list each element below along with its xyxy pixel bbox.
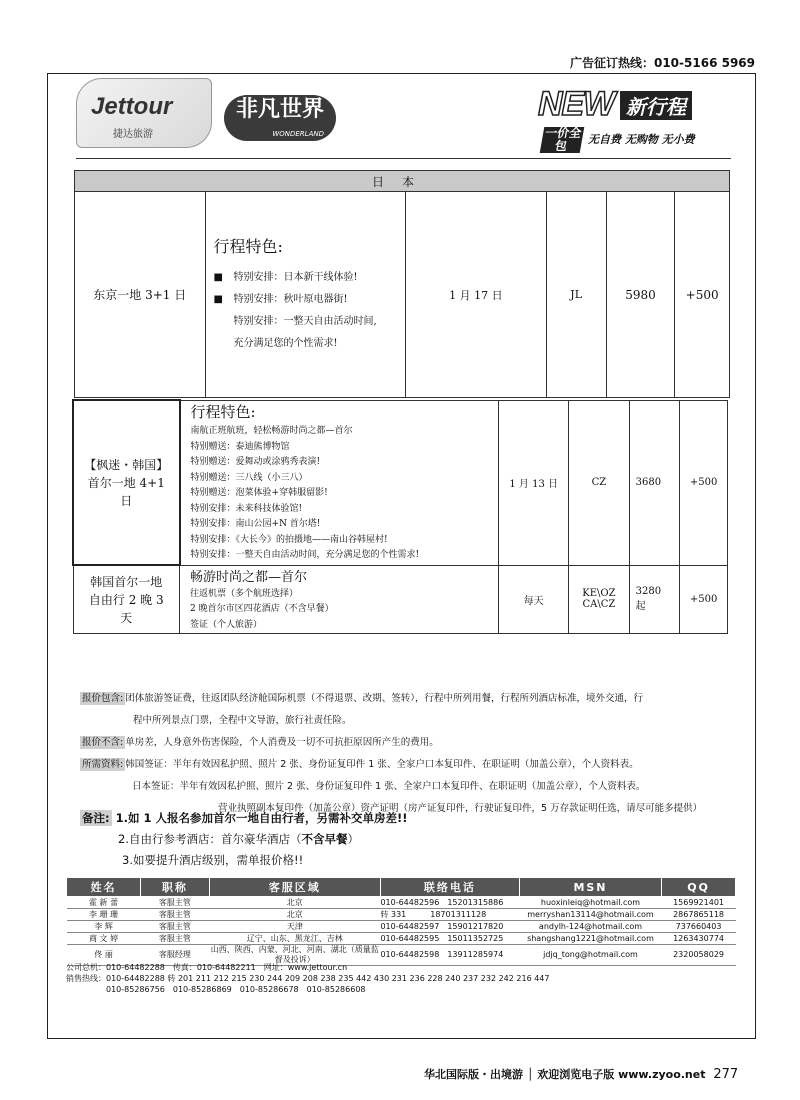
japan-airline: JL [546,192,606,398]
table-row: 李 辉 客服主管 天津 010-64482597 15901217820 andylh-124@hotmail.com 737660403 [67,921,736,933]
korea-free-features: 畅游时尚之都—首尔 往返机票（多个航班选择） 2 晚首尔市区四花酒店（不含早餐） 签证（个人旅游） [180,565,499,634]
japan-features: 行程特色: ■ 特别安排：日本新干线体验! ■ 特别安排：秋叶原电器街! 特别安排：一整天自由活动时间, 充分满足您的个性需求! [205,192,406,398]
include-text: 团体旅游签证费，往返团队经济舱国际机票（不得退票、改期、签转），行程中所列用餐，行程所列酒店标准，境外交通，行 [125,693,643,704]
korea-free-tour-name: 韩国首尔一地 自由行 2 晚 3 天 [73,565,180,634]
japan-price: 5980 [606,192,674,398]
japan-header: 日本 [75,171,730,192]
wonderland-logo: 非凡世界 WONDERLAND [224,95,336,141]
page-footer [424,1066,738,1082]
korea-airline: CZ [569,400,630,565]
new-itinerary-badge: NEW 新行程 一价全包 无自费 无购物 无小费 [538,85,695,153]
korea-free-date: 每天 [499,565,569,634]
korea-free-airline: KE\OZ CA\CZ [569,565,630,634]
korea-tour-name: 【枫迷・韩国】 首尔一地 4+1 日 [73,400,180,565]
table-row: 商 文 婷 客服主管 辽宁、山东、黑龙江、吉林 010-64482595 15011352725 shangshang1221@hotmail.com 1263430774 [67,933,736,945]
remark-label: 备注: [82,811,110,825]
exclude-text: 单房差，人身意外伤害保险，个人消费及一切不可抗拒原因所产生的费用。 [125,737,439,748]
korea-visa-text: 韩国签证：半年有效因私护照、照片 2 张、身份证复印件 1 张、全家户口本复印件、在职证明（加盖公章），个人资料表。 [125,759,639,770]
korea-price: 3680 [629,400,680,565]
ad-hotline: 广告征订热线：010-5166 5969 [569,56,755,70]
contacts-table: 姓名 职称 客服区域 联络电话 MSN QQ 霍 新 蕾 客服主管 北京 010-64482596 15201315886 huoxinleiq@hotmail.com 1569921401 李 珊 珊 客服主管 北京 转 331 18701311128 merryshan13114@hotmail.com 2867865118 李 辉 客服主管 天津 010-64482597 15901217820 andylh-124@hotmail.com 737660403 商 文 婷 客服主管 辽宁、山东、黑龙江、吉林 010-64482595 15011352725 shangshang1221@hotmail.com 1263430774 佟 丽 客服经理 山西、陕西、内蒙、河北、河南、湖北（质量监督及投诉） 010-64482598 13911285974 jdjq_tong@hotmail.com 2320058029 [66,877,736,966]
include-text-2: 程中所列景点门票，全程中文导游，旅行社责任险。 [133,715,352,726]
page-number: 277 [713,1067,739,1082]
price-notes [80,688,740,820]
japan-extra: +500 [675,192,730,398]
japan-date: 1 月 17 日 [406,192,546,398]
jettour-logo: Jettour 捷达旅游 [76,78,212,148]
japan-visa-text-2: 营业执照副本复印件（加盖公章）资产证明（房产证复印件，行驶证复印件，5 万存款证明任选，请尽可能多提供） [218,803,703,814]
korea-features: 行程特色: 南航正班航班，轻松畅游时尚之都—首尔 特别赠送：泰迪熊博物馆 特别赠送：爱舞动或涂鸦秀表演! 特别赠送：三八线（小三八） 特别赠送：泡菜体验+穿韩服留影! 特别安排：未来科技体验馆! 特别安排：南山公园+N 首尔塔! 特别安排：《大长今》的拍摄地——南山谷韩屋村! 特别安排：一整天自由活动时间，充分满足您的个性需求! [180,400,499,565]
table-row: 佟 丽 客服经理 山西、陕西、内蒙、河北、河南、湖北（质量监督及投诉） 010-64482598 13911285974 jdjq_tong@hotmail.com 2320058029 [67,945,736,966]
table-row: 李 珊 珊 客服主管 北京 转 331 18701311128 merryshan13114@hotmail.com 2867865118 [67,909,736,921]
remarks: 备注: 1.如 1 人报名参加首尔一地自由行者，另需补交单房差!! 2.自由行参考酒店：首尔豪华酒店（不含早餐） 3.如要提升酒店级别，需单报价格!! [82,811,408,867]
korea-date: 1 月 13 日 [499,400,569,565]
japan-visa-text: 日本签证：半年有效因私护照、照片 2 张、身份证复印件 1 张、全家户口本复印件、在职证明（加盖公章），个人资料表。 [132,781,646,792]
company-info: 公司总机：010-64482288 传真：010-64482211 网址：www.jettour.cn 销售热线：010-64482288 转 201 211 212 215 230 244 209 208 238 235 442 430 231 236 228 240 237 232 242 216 447 010-85286756 010-85286869 010-85286678 010-85286608 [66,963,550,994]
docs-label: 所需资料: [82,759,124,770]
include-label: 报价包含: [82,693,124,704]
korea-table [72,399,728,634]
footer-text: 华北国际版・出境游 │ 欢迎浏览电子版 www.zyoo.net [424,1068,706,1081]
japan-table [74,170,730,398]
korea-extra: +500 [680,400,728,565]
korea-free-extra: +500 [680,565,728,634]
korea-free-price: 3280 起 [629,565,680,634]
exclude-label: 报价不含: [82,737,124,748]
japan-tour-name: 东京一地 3+1 日 [75,192,206,398]
table-row: 霍 新 蕾 客服主管 北京 010-64482596 15201315886 huoxinleiq@hotmail.com 1569921401 [67,897,736,909]
header-divider [76,158,731,159]
